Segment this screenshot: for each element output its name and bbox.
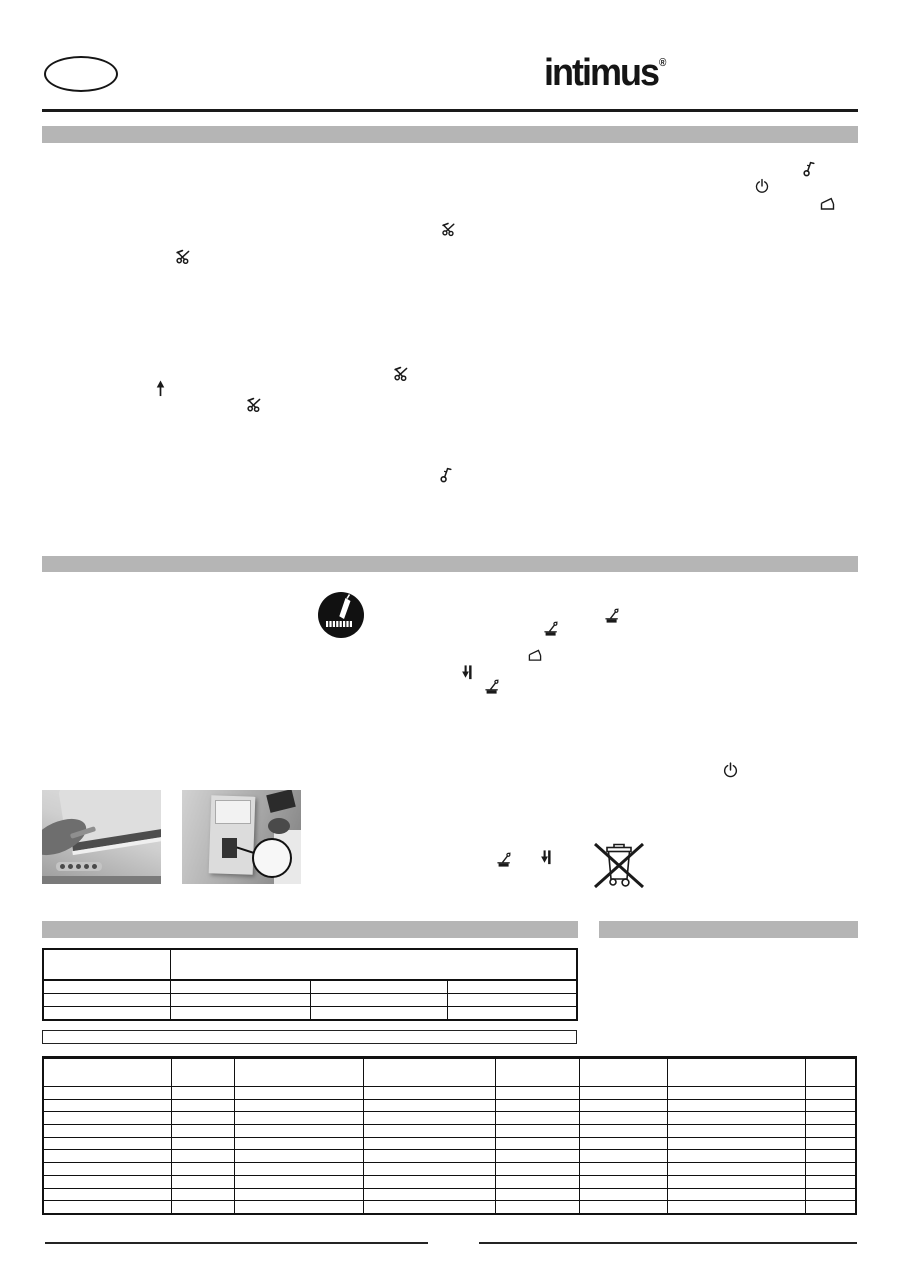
table-row [43, 980, 577, 994]
table-cell [579, 1087, 667, 1100]
table-cell [170, 980, 310, 994]
table-cell [667, 1099, 805, 1112]
table-row [43, 1099, 856, 1112]
table-row [43, 1137, 856, 1150]
table-cell [171, 1087, 234, 1100]
table-cell [805, 1163, 856, 1176]
brand-logo [544, 50, 666, 95]
table-cell [667, 1112, 805, 1125]
key-icon [802, 159, 816, 177]
photo-bottom-shadow [42, 876, 161, 884]
table-cell [363, 1150, 495, 1163]
table-cell [667, 1058, 805, 1087]
table-cell [310, 980, 447, 994]
circle-callout [252, 838, 292, 878]
table-cell [171, 1201, 234, 1214]
table-cell [805, 1175, 856, 1188]
table-cell [363, 1137, 495, 1150]
table-cell [667, 1201, 805, 1214]
table-cell [495, 1087, 579, 1100]
table-row [43, 1007, 577, 1021]
table-cell [495, 1137, 579, 1150]
table-cell [171, 1188, 234, 1201]
table-cell [234, 1175, 363, 1188]
table-cell [234, 1188, 363, 1201]
table-row [43, 1175, 856, 1188]
table-cell [171, 1175, 234, 1188]
table-cell [43, 1163, 171, 1176]
table-cell [805, 1058, 856, 1087]
section1-header-bar [42, 126, 858, 143]
scissors-icon [246, 396, 263, 413]
section3-right-header-bar [599, 921, 858, 938]
table-cell [667, 1150, 805, 1163]
table-cell [234, 1112, 363, 1125]
table-cell [667, 1125, 805, 1138]
brand-logo-text: intimus [544, 50, 659, 94]
weee-bin-icon [592, 841, 646, 890]
table-cell [43, 1150, 171, 1163]
table-cell [805, 1137, 856, 1150]
table-cell [805, 1188, 856, 1201]
panel-button [92, 864, 97, 869]
table-cell [495, 1188, 579, 1201]
table-cell [805, 1150, 856, 1163]
table-cell [43, 980, 170, 994]
table-cell [363, 1163, 495, 1176]
table-cell [495, 1175, 579, 1188]
table-cell [667, 1163, 805, 1176]
table-cell [579, 1058, 667, 1087]
table-cell [43, 1201, 171, 1214]
power-icon [722, 762, 739, 779]
oil-service-badge [317, 591, 365, 639]
table-cell [579, 1201, 667, 1214]
table-cell [495, 1099, 579, 1112]
table-cell [234, 1099, 363, 1112]
oil-can-icon [543, 620, 560, 636]
paper-feed-icon [540, 849, 553, 866]
table-cell [43, 1007, 170, 1021]
caster-wheel [268, 818, 290, 834]
oil-can-icon [484, 678, 501, 694]
table-cell [234, 1087, 363, 1100]
power-icon [754, 178, 770, 195]
section2-header-bar [42, 556, 858, 572]
table-cell [171, 1099, 234, 1112]
table-cell [170, 1007, 310, 1021]
table-row [43, 1163, 856, 1176]
footer-rule-right [479, 1242, 857, 1244]
table-cell [234, 1137, 363, 1150]
table-cell [43, 1112, 171, 1125]
table-cell [43, 1188, 171, 1201]
panel-button [76, 864, 81, 869]
table-cell [363, 1201, 495, 1214]
table-cell [171, 1163, 234, 1176]
socket [222, 838, 237, 858]
table-cell [363, 1125, 495, 1138]
table-row [43, 1112, 856, 1125]
table-cell [667, 1188, 805, 1201]
section3-left-header-bar [42, 921, 578, 938]
table-cell [310, 1007, 447, 1021]
table-cell [363, 1058, 495, 1087]
table-cell [43, 1058, 171, 1087]
table-row [43, 1188, 856, 1201]
table-cell [579, 1175, 667, 1188]
table-cell [579, 1125, 667, 1138]
table-cell [579, 1188, 667, 1201]
table-cell [495, 1163, 579, 1176]
table-cell [234, 1125, 363, 1138]
header-rule [42, 109, 858, 112]
table-cell [170, 994, 310, 1007]
open-door-detail-photo [182, 790, 301, 884]
arrow-up-icon [156, 380, 165, 397]
table-cell [447, 994, 577, 1007]
table-cell [363, 1112, 495, 1125]
table-cell [363, 1175, 495, 1188]
footer-rule-left [45, 1242, 428, 1244]
table-cell [43, 994, 170, 1007]
model-table [42, 1056, 857, 1215]
table-cell [805, 1112, 856, 1125]
table-cell [363, 1087, 495, 1100]
table-cell [171, 1058, 234, 1087]
table-cell [805, 1087, 856, 1100]
paper-feed-icon [461, 664, 474, 681]
panel-button [84, 864, 89, 869]
table-cell [234, 1150, 363, 1163]
table-cell [234, 1201, 363, 1214]
oil-can-icon [604, 607, 621, 623]
table-cell [171, 1125, 234, 1138]
table-cell [579, 1112, 667, 1125]
table-row [43, 949, 577, 980]
registered-trademark: ® [659, 57, 667, 70]
table-cell [363, 1099, 495, 1112]
table-cell [171, 1150, 234, 1163]
table-cell [43, 1125, 171, 1138]
table-cell [579, 1099, 667, 1112]
table-cell [234, 1058, 363, 1087]
language-oval [44, 56, 118, 92]
table-row [43, 1058, 856, 1087]
table-cell [579, 1163, 667, 1176]
table-cell [234, 1163, 363, 1176]
table-cell [363, 1188, 495, 1201]
door-open-icon [819, 196, 836, 211]
table-cell [310, 994, 447, 1007]
table-cell [667, 1175, 805, 1188]
table-row [43, 1125, 856, 1138]
spec-table [42, 948, 578, 1021]
table-cell [171, 1137, 234, 1150]
table-cell [495, 1125, 579, 1138]
table-cell [805, 1201, 856, 1214]
panel-button [68, 864, 73, 869]
table-cell [667, 1137, 805, 1150]
table-cell [43, 1099, 171, 1112]
table-cell [667, 1087, 805, 1100]
label-plate [215, 800, 251, 824]
table-cell [43, 1087, 171, 1100]
table-cell [43, 949, 170, 980]
scissors-icon [175, 248, 192, 265]
table-row [43, 1201, 856, 1214]
table-cell [495, 1201, 579, 1214]
key-icon [439, 465, 453, 483]
table-cell [171, 1112, 234, 1125]
scissors-icon [441, 221, 457, 237]
scissors-icon [393, 365, 410, 382]
note-box [42, 1030, 577, 1044]
table-cell [805, 1099, 856, 1112]
panel-button [60, 864, 65, 869]
table-cell [495, 1112, 579, 1125]
table-cell [495, 1058, 579, 1087]
table-cell [43, 1137, 171, 1150]
hinge [266, 790, 296, 813]
table-cell [495, 1150, 579, 1163]
table-cell [805, 1125, 856, 1138]
table-row [43, 1150, 856, 1163]
table-cell [447, 1007, 577, 1021]
oiling-feed-slot-photo [42, 790, 161, 884]
table-cell [447, 980, 577, 994]
table-cell [43, 1175, 171, 1188]
table-row [43, 1087, 856, 1100]
table-cell [579, 1150, 667, 1163]
oil-can-icon [496, 851, 513, 867]
table-cell [579, 1137, 667, 1150]
door-open-icon [527, 648, 543, 662]
table-cell [170, 949, 577, 980]
table-row [43, 994, 577, 1007]
